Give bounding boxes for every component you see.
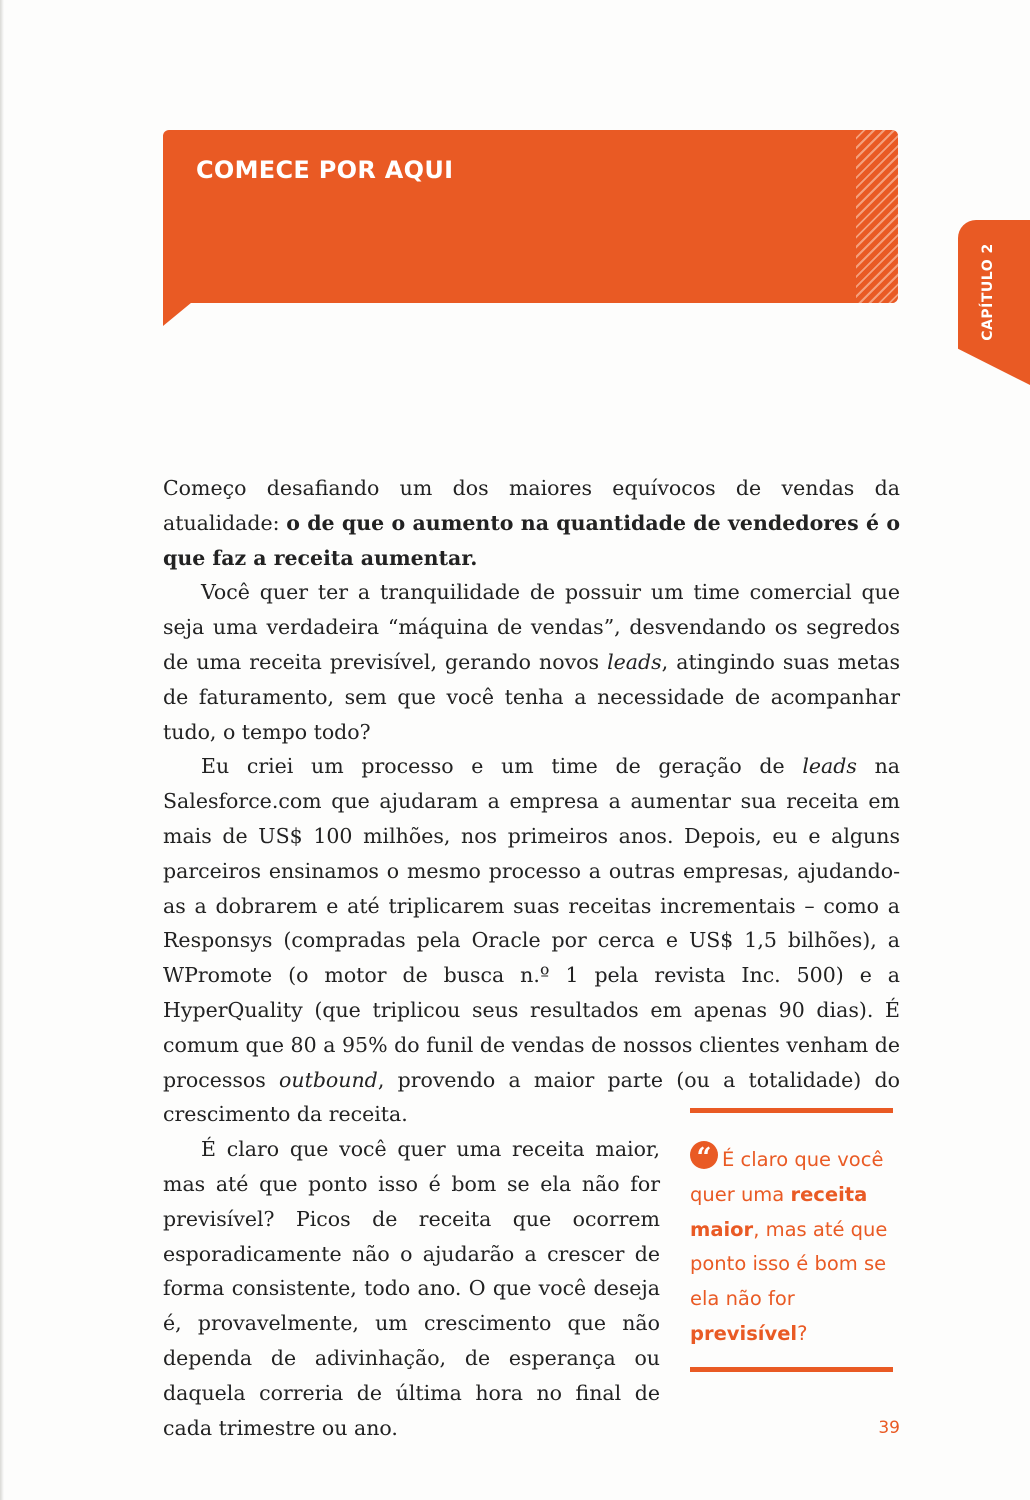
pull-quote bbox=[690, 1108, 893, 1372]
chapter-tab-label: CAPÍTULO 2 bbox=[980, 243, 996, 341]
section-title: COMECE POR AQUI bbox=[196, 156, 454, 184]
paragraph-3-text-b: na Salesforce.com que ajudaram a empresa a aumentar sua receita em mais de US$ 100 milhões, nos primeiros anos. Depois, eu e alguns parceiros ensinamos o mesmo processo a outras empresas, ajudando-as a dobrarem e até triplicarem suas receitas incrementais – como a Responsys (compradas pela Oracle por cerca e US$ 1,5 bilhões), a WPromote (o motor de busca n.º 1 pela revista Inc. 500) e a HyperQuality (que triplicou seus resultados em apenas 90 dias). É comum que 80 a 95% do funil de vendas de nossos clientes venham de processos bbox=[163, 754, 900, 1092]
paragraph-2-text-b: , atingindo suas metas de faturamento, sem que você tenha a necessidade de acompanhar tudo, o tempo todo? bbox=[163, 649, 900, 744]
paragraph-2-italic: leads bbox=[607, 649, 662, 674]
paragraph-3-italic-1: leads bbox=[802, 754, 857, 779]
pull-quote-bottom-rule bbox=[690, 1367, 893, 1372]
paragraph-3-text-c: , provendo a maior parte (ou a totalidade) do crescimento da receita. bbox=[163, 1067, 900, 1127]
pull-quote-text-c: ? bbox=[797, 1321, 808, 1345]
quote-icon: “ bbox=[690, 1141, 718, 1169]
pull-quote-text-b: , mas até que ponto isso é bom se ela não for bbox=[690, 1217, 888, 1311]
paragraph-1-bold: o de que o aumento na quantidade de vendedores é o que faz a receita aumentar. bbox=[163, 510, 900, 570]
paragraph-3-italic-2: outbound bbox=[279, 1067, 378, 1092]
page-number: 39 bbox=[878, 1418, 900, 1438]
paragraph-1-text: Começo desafiando um dos maiores equívocos de vendas da atualidade: bbox=[163, 476, 900, 535]
paragraph-4: É claro que você quer uma receita maior, mas até que ponto isso é bom se ela não for previsível? Picos de receita que ocorrem esporadicamente não o ajudarão a crescer de forma consistente, todo ano. O que você deseja é, provavelmente, um crescimento que não dependa de adivinhação, de esperança ou daquela correria de última hora no final de cada trimestre ou ano. bbox=[163, 1137, 660, 1440]
pull-quote-bold-1: receita maior bbox=[690, 1182, 868, 1241]
pull-quote-text bbox=[690, 1113, 893, 1367]
paragraph-2-text-a: Você quer ter a tranquilidade de possuir um time comercial que seja uma verdadeira “máquina de vendas”, desvendando os segredos de uma receita previsível, gerando novos bbox=[163, 580, 900, 674]
paragraph-2 bbox=[163, 575, 900, 749]
pull-quote-text-a: É claro que você quer uma bbox=[690, 1148, 884, 1206]
section-banner bbox=[163, 130, 898, 303]
paragraph-3-text-a: Eu criei um processo e um time de geração de bbox=[201, 754, 803, 779]
paragraph-3 bbox=[163, 749, 900, 1132]
banner-hatch-pattern bbox=[856, 130, 898, 303]
page-edge bbox=[0, 0, 4, 1500]
paragraph-1 bbox=[163, 471, 900, 575]
pull-quote-bold-2: previsível bbox=[690, 1321, 798, 1345]
